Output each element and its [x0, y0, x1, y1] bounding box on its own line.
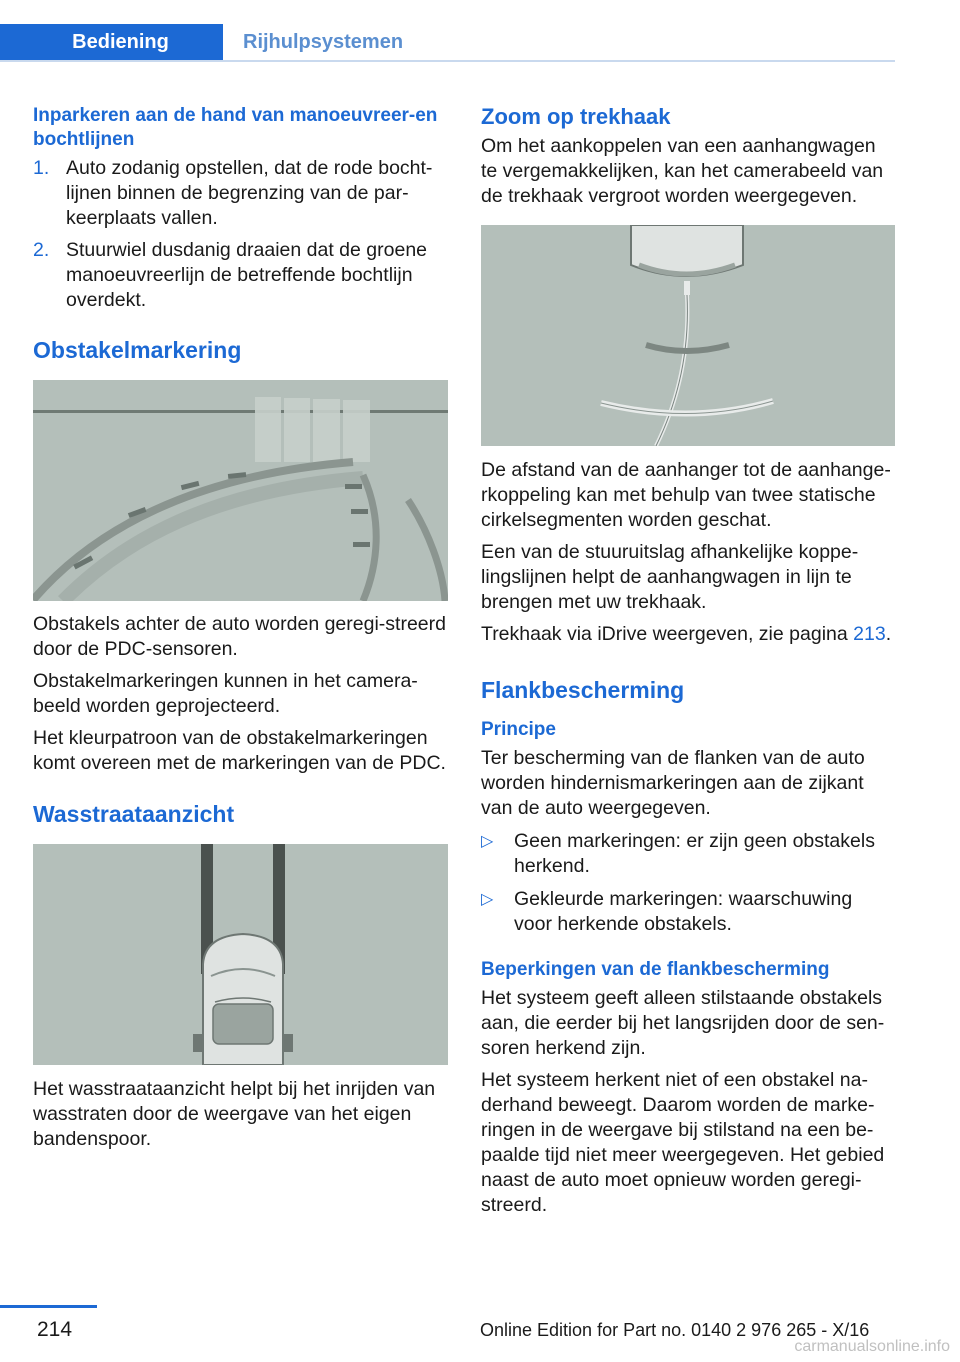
page-number: 214: [37, 1318, 73, 1341]
footer-divider: [0, 1305, 97, 1308]
subheading-principe: Principe: [481, 719, 556, 740]
paragraph: Ter bescherming van de flanken van de auto worden hindernismarkeringen aan de zijkant van de auto weergegeven.: [481, 747, 865, 819]
triangle-right-icon: ▷: [481, 833, 494, 850]
page-link[interactable]: 213: [853, 623, 886, 645]
tab-bediening[interactable]: Bediening: [0, 24, 223, 60]
right-column: [481, 104, 895, 1218]
triangle-right-icon: ▷: [481, 891, 494, 908]
step-text: Stuurwiel dusdanig draaien dat de groene manoeuvreerlijn de betreffende bochtlijn overdekt.: [66, 239, 428, 311]
watermark: carmanualsonline.info: [794, 1338, 950, 1355]
heading-wasstraataanzicht: Wasstraataanzicht: [33, 801, 235, 827]
heading-obstakelmarkering: Obstakelmarkering: [33, 337, 242, 363]
trailer-hitch-zoom-image: [481, 225, 895, 446]
paragraph: [481, 622, 895, 647]
bullet-text: Gekleurde markeringen: waarschuwing voor herkende obstakels.: [514, 888, 853, 935]
paragraph: Het wasstraataanzicht helpt bij het inrijden van wasstraten door de weergave van het eigen bandenspoor.: [33, 1078, 436, 1150]
obstacle-marking-image: [33, 380, 448, 601]
carwash-view-image: [33, 844, 448, 1065]
paragraph: Om het aankoppelen van een aanhangwagen te vergemakkelijken, kan het camerabeeld van de trekhaak vergroot worden weergegeven.: [481, 135, 884, 207]
step-number: 1.: [33, 157, 50, 179]
list-item: [481, 887, 895, 937]
paragraph: Obstakelmarkeringen kunnen in het camera-beeld worden geprojecteerd.: [33, 670, 418, 717]
list-item: [33, 238, 448, 313]
steps-list: [33, 156, 448, 313]
header-divider: [0, 60, 895, 62]
paragraph: De afstand van de aanhanger tot de aanhange-rkoppeling kan met behulp van twee statische cirkelsegmenten worden geschat.: [481, 459, 891, 531]
heading-inparkeren: Inparkeren aan de hand van manoeuvreer-en bochtlijnen: [33, 105, 438, 150]
list-item: [481, 829, 895, 879]
paragraph: Een van de stuuruitslag afhankelijke koppe-lingslijnen helpt de aanhangwagen in lijn te brengen met uw trekhaak.: [481, 541, 859, 613]
step-number: 2.: [33, 239, 50, 261]
text: Trekhaak via iDrive weergeven, zie pagina: [481, 623, 854, 645]
left-column: [33, 104, 448, 1152]
edition-text: Online Edition for Part no. 0140 2 976 265 - X/16: [480, 1320, 870, 1340]
tab-rijhulpsystemen[interactable]: Rijhulpsystemen: [243, 30, 404, 53]
paragraph: Het systeem herkent niet of een obstakel na-derhand beweegt. Daarom worden de marke-ringen in de weergave bij stilstand na een be-paalde tijd niet meer weergegeven. Het gebied naast de auto moet opnieuw worden geregi-streerd.: [481, 1069, 885, 1216]
heading-zoom-trekhaak: Zoom op trekhaak: [481, 104, 671, 129]
paragraph: Obstakels achter de auto worden geregi-streerd door de PDC-sensoren.: [33, 613, 446, 660]
header-tabs: [0, 24, 895, 62]
paragraph: Het kleurpatroon van de obstakelmarkeringen komt overeen met de markeringen van de PDC.: [33, 727, 446, 774]
heading-flankbescherming: Flankbescherming: [481, 677, 685, 703]
paragraph: Het systeem geeft alleen stilstaande obstakels aan, die eerder bij het langsrijden door de sen-soren herkend zijn.: [481, 987, 885, 1059]
subheading-beperkingen: Beperkingen van de flankbescherming: [481, 959, 830, 980]
bullet-list: [481, 829, 895, 937]
step-text: Auto zodanig opstellen, dat de rode bocht-lijnen binnen de begrenzing van de par-keerplaats vallen.: [66, 157, 433, 229]
list-item: [33, 156, 448, 231]
bullet-text: Geen markeringen: er zijn geen obstakels herkend.: [514, 830, 875, 877]
text: .: [885, 623, 892, 645]
